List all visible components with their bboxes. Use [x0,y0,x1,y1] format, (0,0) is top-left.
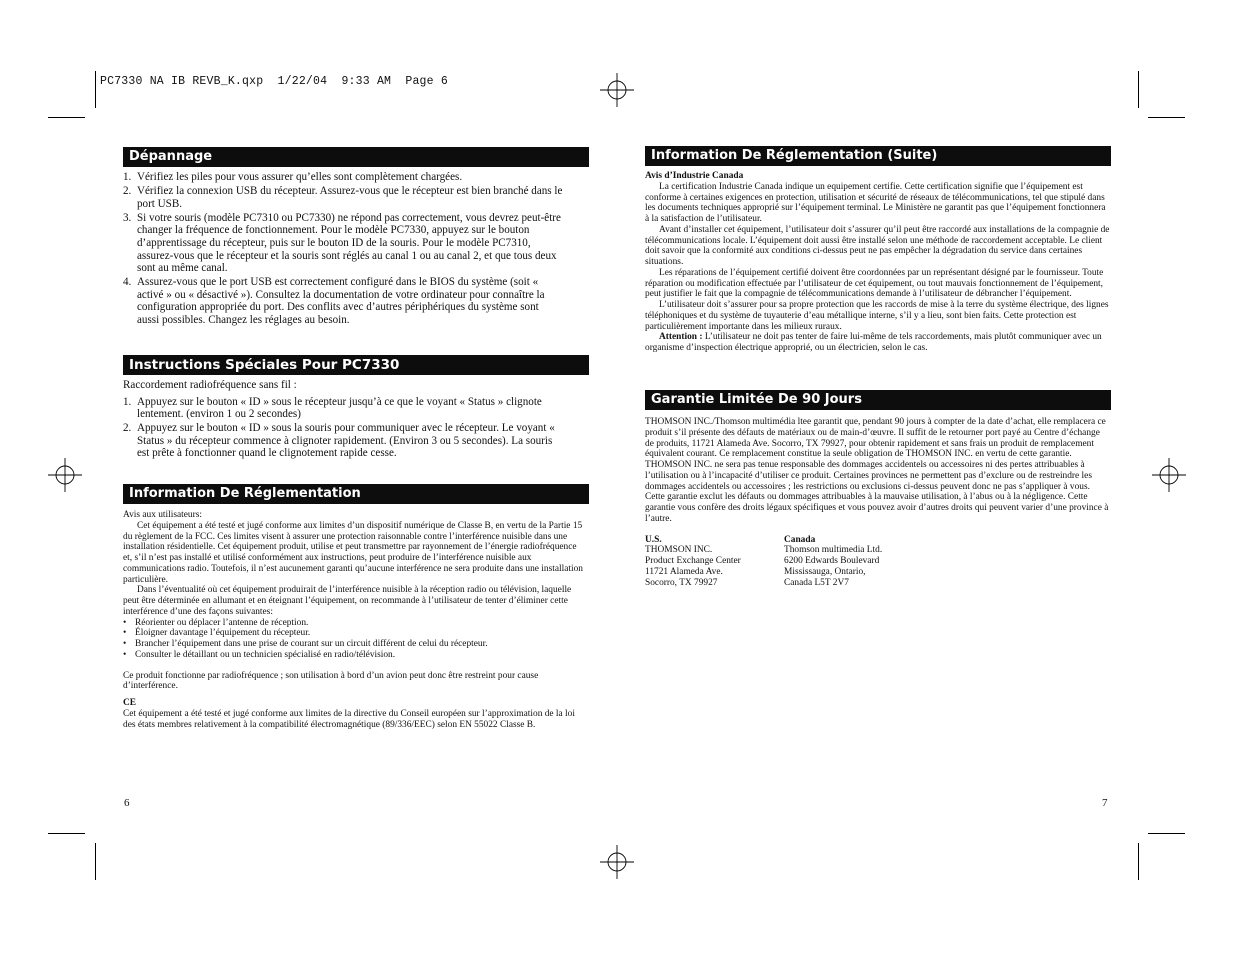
warranty-paragraph: THOMSON INC./Thomson multimédia ltee garantit que, pendant 90 jours à compter de la date d’achat, elle remplacera ce produit s’il présente des défauts de matériaux ou de main-d’œuvre. Il suffit de le retourner port payé au Centre d’échange de produits, 11721 Alameda Ave. Socorro, TX 79927, pour obtenir rapidement et sans frais un produit de remplacement équivalent courant. Ce remplacement constitue la seule obligation de THOMSON INC. en vertu de cette garantie. THOMSON INC. ne sera pas tenue responsable des dommages accidentels ou accessoires ni des pertes attribuables à l’utilisation ou à l’incapacité d’utiliser ce produit. Certaines provinces ne permettent pas d’exclure ou de restreindre les dommages accidentels ou accessoires ; les restrictions ou exclusions ci-dessus peuvent donc ne pas s’appliquer à vous. Cette garantie exclut les défauts ou dommages attribuables à la mauvaise utilisation, à l’abus ou à la négligence. Cette garantie vous confère des droits légaux spécifiques et vous pouvez avoir d’autres droits qui peuvent varier d’une province à l’autre. [645,417,1109,524]
list-item: • Éloigner davantage l’équipement du récepteur. [123,628,583,639]
suite-paragraph: Avant d’installer cet équipement, l’utilisateur doit s’assurer qu’il peut être raccordé aux installations de la compagnie de télécommunications locale. L’équipement doit aussi être installé selon une méthode de raccordement acceptable. Le client doit savoir que la conformité aux conditions ci-dessus peut ne pas empêcher la dégradation du service dans certaines situations. [645,224,1110,267]
crop-mark [48,833,85,834]
section-header: Garantie Limitée De 90 Jours [645,390,1111,410]
registration-mark-icon [600,73,634,107]
interference-paragraph: Dans l’éventualité où cet équipement produirait de l’interférence nuisible à la réception radio ou télévision, laquelle peut être déterminée en allumant et en éteignant l’équipement, on recommande à l’utilisateur de tenter d’éliminer cette interférence d’une des façons suivantes: [123,585,572,617]
crop-mark [95,71,96,108]
registration-mark-icon [1152,458,1186,492]
list-item: • Consulter le détaillant ou un technicien spécialisé en radio/télévision. [123,650,583,661]
list-item: 4. Assurez-vous que le port USB est correctement configuré dans le BIOS du système (soit « activé » ou « désactivé »). Consultez la documentation de votre ordinateur pour connaître la configuration appropriée du port. Des conflits avec d’autres périphériques du système sont aussi possibles. Changez les réglages au besoin. [123,276,545,327]
aircraft-paragraph: Ce produit fonctionne par radiofréquence ; son utilisation à bord d’un avion peut donc être restreint pour cause d’interférence. [123,670,539,692]
registration-mark-icon [600,845,634,879]
depannage-list [123,171,563,327]
suite-paragraph: Les réparations de l’équipement certifié doivent être coordonnées par un représentant désigné par le fournisseur. Toute réparation ou modification effectuée par l’utilisateur de cet équipement, ou tout mauvais fonctionnement de l’équipement, peut justifier le fait que la compagnie de télécommunications demande à l’utilisateur de débrancher l’équipement. [645,267,1104,300]
instructions-list [123,396,563,460]
section-header: Information De Réglementation (Suite) [645,146,1111,166]
remedy-list [123,618,583,661]
suite-paragraph: La certification Industrie Canada indique un equipement certifie. Cette certification signifie que l’équipement est conforme à certaines exigences en protection, utilisation et sécurité de réseaux de télécommunications, tel que stipulé dans les documents techniques approprié sur l’équipement terminal. Le Ministère ne garantit pas que l’équipement fonctionnera à la satisfaction de l’utilisateur. [645,181,1106,224]
attention-paragraph: Attention : L’utilisateur ne doit pas tenter de faire lui-même de tels raccordements, mais plutôt communiquer avec un organisme d’inspection électrique approprié, ou un électricien, selon le cas. [645,332,1102,353]
ce-title: CE [123,698,137,708]
crop-mark [1148,117,1185,118]
list-item: 1. Vérifiez les piles pour vous assurer qu’elles sont complètement chargées. [123,171,463,183]
garantie-section [645,390,1111,588]
depannage-section [123,147,589,328]
crop-mark [1138,843,1139,880]
fcc-paragraph: Cet équipement a été testé et jugé conforme aux limites d’un dispositif numérique de Classe B, en vertu de la Partie 15 du règlement de la FCC. Ces limites visent à assurer une protection raisonnable contre l’interférence nuisible dans une installation résidentielle. Cet équipement produit, utilise et peut transmettre par rayonnement de l’énergie radiofréquence et, s’il n’est pas installé et utilisé conformément aux instructions, peut produire de l’interférence nuisible aux communications radio. Toutefois, il n’est aucunement garanti qu’aucune interférence ne sera produite dans une installation particulière. [123,520,583,585]
suite-paragraph: L’utilisateur doit s’assurer pour sa propre protection que les raccords de mise à la terre du système électrique, des lignes téléphoniques et du système de tuyauterie d’eau métallique interne, s’il y a lieu, sont bien faits. Cette protection est particulièrement importante dans les milieux ruraux. [645,300,1109,332]
address-block [645,535,1111,589]
crop-mark [1148,833,1185,834]
us-address: U.S. THOMSON INC. Product Exchange Center 11721 Alameda Ave. Socorro, TX 79927 [645,534,741,588]
crop-mark [1138,71,1139,108]
page-number-right: 7 [1102,797,1108,809]
avis-title: Avis d’Industrie Canada [645,171,744,181]
ce-paragraph: Cet équipement a été testé et jugé conforme aux limites de la directive du Conseil européen sur l’approximation de la loi des états membres relativement à la compatibilité électromagnétique (89/336/EEC) selon EN 55022 Classe B. [123,708,575,730]
registration-mark-icon [48,458,82,492]
section-header: Dépannage [123,147,589,167]
section-header: Information De Réglementation [123,484,589,504]
crop-mark [95,843,96,880]
list-item: 2. Vérifiez la connexion USB du récepteur. Assurez-vous que le récepteur est bien branché dans le port USB. [123,185,563,210]
file-slug: PC7330 NA IB REVB_K.qxp 1/22/04 9:33 AM Page 6 [100,75,448,88]
list-item: 3. Si votre souris (modèle PC7310 ou PC7330) ne répond pas correctement, vous devrez peut-être changer la fréquence de fonctionnement. Pour le modèle PC7330, appuyez sur le bouton d’apprentissage du récepteur, puis sur le bouton ID de la souris. Pour le modèle PC7310, assurez-vous que le récepteur et la souris sont réglés au canal 1 ou au canal 2, et que tous deux sont au même canal. [123,211,561,275]
instructions-intro: Raccordement radiofréquence sans fil : [123,379,297,391]
list-item: • Brancher l’équipement dans une prise de courant sur un circuit différent de celui du récepteur. [123,639,583,650]
section-header: Instructions Spéciales Pour PC7330 [123,355,589,375]
reglementation-section [123,484,589,730]
instructions-section [123,355,589,462]
page-number-left: 6 [124,797,130,809]
crop-mark [48,117,85,118]
list-item: 1. Appuyez sur le bouton « ID » sous le récepteur jusqu’à ce que le voyant « Status » clignote lentement. (environ 1 ou 2 secondes) [123,395,542,421]
notice-intro: Avis aux utilisateurs: [123,510,202,520]
list-item: 2. Appuyez sur le bouton « ID » sous la souris pour communiquer avec le récepteur. Le voyant « Status » du récepteur commence à clignoter rapidement. (Environ 3 ou 5 secondes). La souris est prête à fonctionner quand le clignotement rapide cesse. [123,422,555,460]
list-item: • Réorienter ou déplacer l’antenne de réception. [123,618,583,629]
suite-section [645,146,1111,354]
canada-address: Canada Thomson multimedia Ltd. 6200 Edwards Boulevard Mississauga, Ontario, Canada L5T 2V7 [784,534,883,588]
